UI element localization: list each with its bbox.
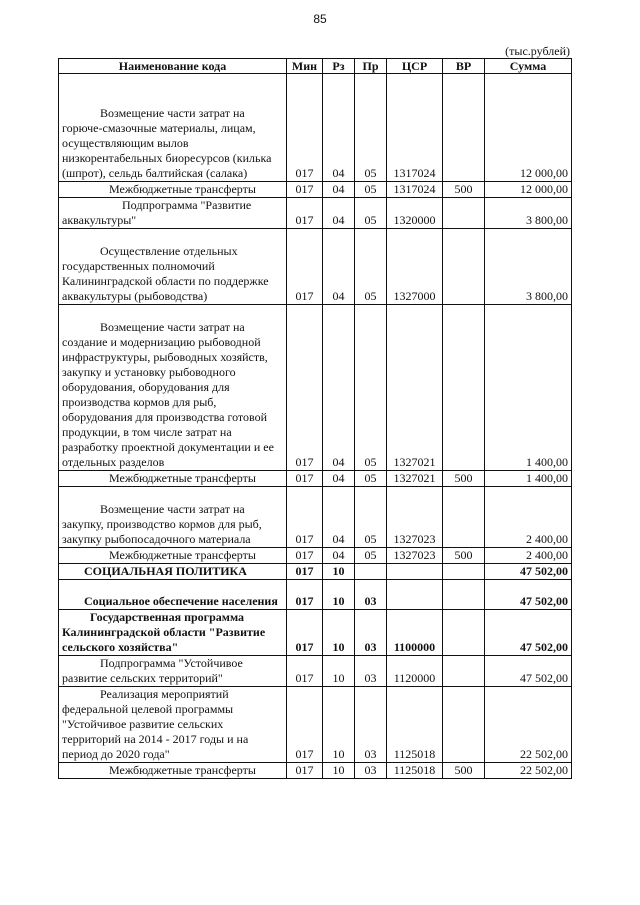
row-sum: 3 800,00	[485, 198, 572, 229]
row-rz: 04	[323, 548, 355, 564]
row-name	[59, 229, 287, 305]
table-header-row	[59, 59, 572, 74]
row-name	[59, 687, 287, 763]
row-pr: 05	[355, 182, 387, 198]
row-min: 017	[287, 74, 323, 182]
row-min: 017	[287, 656, 323, 687]
row-name: Межбюджетные трансферты	[59, 763, 287, 779]
row-vr	[443, 305, 485, 471]
row-vr	[443, 74, 485, 182]
row-pr	[355, 564, 387, 580]
table-row	[59, 687, 572, 763]
row-min: 017	[287, 580, 323, 610]
row-name	[59, 487, 287, 548]
row-sum: 47 502,00	[485, 610, 572, 656]
row-csr: 1125018	[387, 763, 443, 779]
header-pr: Пр	[355, 59, 387, 74]
row-pr: 05	[355, 198, 387, 229]
row-csr: 1120000	[387, 656, 443, 687]
row-name-text: Возмещение части затрат на закупку, производство кормов для рыб, закупку рыбопосадочного материала	[62, 502, 262, 546]
row-sum: 2 400,00	[485, 548, 572, 564]
row-rz: 04	[323, 198, 355, 229]
row-sum: 22 502,00	[485, 763, 572, 779]
row-pr: 05	[355, 471, 387, 487]
row-name	[59, 74, 287, 182]
row-min: 017	[287, 763, 323, 779]
header-sum: Сумма	[485, 59, 572, 74]
row-min: 017	[287, 182, 323, 198]
row-rz: 04	[323, 229, 355, 305]
row-name	[59, 656, 287, 687]
row-min: 017	[287, 471, 323, 487]
row-rz: 10	[323, 610, 355, 656]
row-name: Социальное обеспечение населения	[59, 580, 287, 610]
table-row	[59, 182, 572, 198]
row-rz: 10	[323, 763, 355, 779]
table-row	[59, 763, 572, 779]
row-csr: 1317024	[387, 74, 443, 182]
row-vr: 500	[443, 182, 485, 198]
table-row	[59, 229, 572, 305]
row-min: 017	[287, 548, 323, 564]
row-rz: 10	[323, 564, 355, 580]
budget-table	[58, 58, 572, 779]
table-row	[59, 198, 572, 229]
table-row	[59, 487, 572, 548]
row-pr: 05	[355, 74, 387, 182]
row-sum: 1 400,00	[485, 471, 572, 487]
row-name-text: Возмещение части затрат на создание и модернизацию рыбоводной инфраструктуры, рыбоводных хозяйств, закупку и установку рыбоводного оборудования, оборудования для производства кормов для рыб, оборудования для производства готовой продукции, в том числе затрат на разработку проектной документации и ее отдельных разделов	[62, 320, 274, 469]
row-name	[59, 305, 287, 471]
row-csr: 1327021	[387, 305, 443, 471]
row-csr: 1320000	[387, 198, 443, 229]
row-name-text: Подпрограмма "Развитие аквакультуры"	[62, 198, 252, 227]
row-vr	[443, 229, 485, 305]
row-csr: 1327000	[387, 229, 443, 305]
row-pr: 03	[355, 763, 387, 779]
row-vr	[443, 687, 485, 763]
row-name-text: Возмещение части затрат на горюче-смазочные материалы, лицам, осуществляющим вылов низкорентабельных биоресурсов (килька (шпрот), сельдь балтийская (салака)	[62, 106, 272, 180]
row-name-text: Подпрограмма "Устойчивое развитие сельских территорий"	[62, 656, 243, 685]
row-csr	[387, 564, 443, 580]
row-rz: 04	[323, 471, 355, 487]
row-name-text: Государственная программа Калининградской области "Развитие сельского хозяйства"	[62, 610, 266, 654]
row-rz: 04	[323, 182, 355, 198]
row-csr: 1327023	[387, 548, 443, 564]
row-sum: 47 502,00	[485, 656, 572, 687]
row-sum: 2 400,00	[485, 487, 572, 548]
row-vr: 500	[443, 548, 485, 564]
row-vr: 500	[443, 471, 485, 487]
row-vr	[443, 198, 485, 229]
row-csr: 1125018	[387, 687, 443, 763]
row-vr	[443, 580, 485, 610]
row-vr	[443, 610, 485, 656]
row-pr: 03	[355, 610, 387, 656]
row-rz: 10	[323, 580, 355, 610]
row-vr	[443, 656, 485, 687]
page-number: 85	[313, 12, 327, 26]
row-name	[59, 610, 287, 656]
row-pr: 05	[355, 487, 387, 548]
row-sum: 47 502,00	[485, 564, 572, 580]
row-pr: 05	[355, 305, 387, 471]
row-vr	[443, 487, 485, 548]
row-name	[59, 198, 287, 229]
row-sum: 1 400,00	[485, 305, 572, 471]
row-name: Межбюджетные трансферты	[59, 548, 287, 564]
row-rz: 10	[323, 687, 355, 763]
table-row	[59, 471, 572, 487]
row-vr: 500	[443, 763, 485, 779]
table-row	[59, 656, 572, 687]
row-vr	[443, 564, 485, 580]
row-name-text: Осуществление отдельных государственных полномочий Калининградской области по поддержке аквакультуры (рыбоводства)	[62, 244, 269, 303]
row-rz: 04	[323, 74, 355, 182]
table-row	[59, 305, 572, 471]
table-row	[59, 564, 572, 580]
row-pr: 05	[355, 229, 387, 305]
row-min: 017	[287, 198, 323, 229]
row-pr: 03	[355, 687, 387, 763]
row-pr: 05	[355, 548, 387, 564]
header-vr: ВР	[443, 59, 485, 74]
row-sum: 12 000,00	[485, 74, 572, 182]
row-name: Межбюджетные трансферты	[59, 182, 287, 198]
row-min: 017	[287, 564, 323, 580]
row-name-text: Реализация мероприятий федеральной целевой программы "Устойчивое развитие сельских территорий на 2014 - 2017 годы и на период до 2020 года"	[62, 687, 249, 761]
row-min: 017	[287, 487, 323, 548]
row-sum: 22 502,00	[485, 687, 572, 763]
header-min: Мин	[287, 59, 323, 74]
row-min: 017	[287, 229, 323, 305]
row-name: Межбюджетные трансферты	[59, 471, 287, 487]
row-csr: 1327023	[387, 487, 443, 548]
row-min: 017	[287, 610, 323, 656]
row-pr: 03	[355, 656, 387, 687]
header-csr: ЦСР	[387, 59, 443, 74]
row-rz: 10	[323, 656, 355, 687]
row-csr: 1100000	[387, 610, 443, 656]
table-row	[59, 580, 572, 610]
row-csr	[387, 580, 443, 610]
row-min: 017	[287, 305, 323, 471]
header-name: Наименование кода	[59, 59, 287, 74]
header-rz: Рз	[323, 59, 355, 74]
row-csr: 1327021	[387, 471, 443, 487]
row-csr: 1317024	[387, 182, 443, 198]
units-label: (тыс.рублей)	[505, 44, 570, 58]
row-pr: 03	[355, 580, 387, 610]
row-sum: 47 502,00	[485, 580, 572, 610]
row-min: 017	[287, 687, 323, 763]
row-sum: 3 800,00	[485, 229, 572, 305]
table-row	[59, 610, 572, 656]
table-row	[59, 548, 572, 564]
row-rz: 04	[323, 305, 355, 471]
row-sum: 12 000,00	[485, 182, 572, 198]
row-name: СОЦИАЛЬНАЯ ПОЛИТИКА	[59, 564, 287, 580]
table-row	[59, 74, 572, 182]
row-rz: 04	[323, 487, 355, 548]
